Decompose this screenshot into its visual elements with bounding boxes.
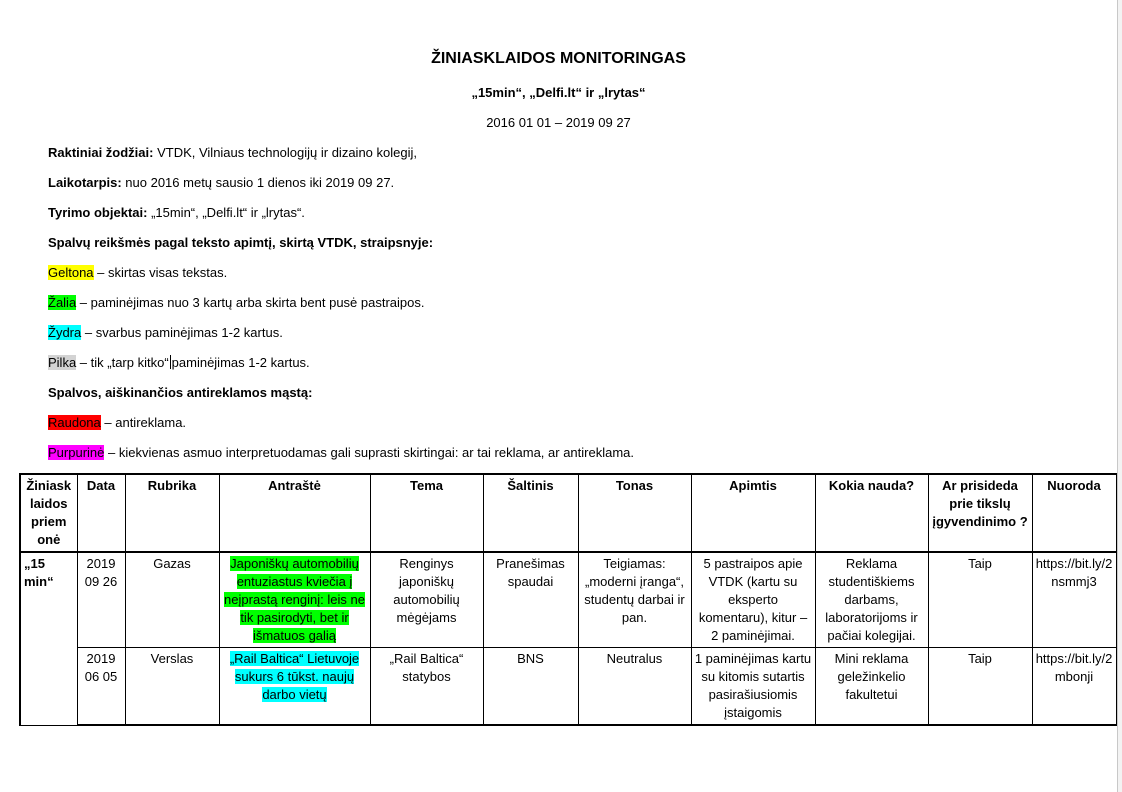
legend-gray-text-a: – tik „tarp kitko“ <box>76 355 169 370</box>
cell-benefit: Mini reklama geležinkelio fakultetui <box>815 648 928 726</box>
cell-section: Gazas <box>125 552 219 648</box>
objects-value: „15min“, „Delfi.lt“ ir „lrytas“. <box>147 205 305 220</box>
keywords-label: Raktiniai žodžiai: <box>48 145 154 160</box>
header-tone: Tonas <box>578 474 691 552</box>
header-link: Nuoroda <box>1032 474 1116 552</box>
headline-highlight: Japoniškų automobilių entuziastus kviečia į neįprastą renginį: leis ne tik pasirodyti, bet ir išmatuos galią <box>224 556 365 643</box>
cell-origin: Pranešimas spaudai <box>483 552 578 648</box>
header-scope: Apimtis <box>691 474 815 552</box>
table-row <box>20 648 1116 726</box>
legend-yellow-word: Geltona <box>48 265 94 280</box>
header-section: Rubrika <box>125 474 219 552</box>
cell-date: 2019 09 26 <box>77 552 125 648</box>
legend-gray-word: Pilka <box>48 355 77 370</box>
objects-label: Tyrimo objektai: <box>48 205 148 220</box>
cell-topic: „Rail Baltica“ statybos <box>370 648 483 726</box>
headline-highlight: „Rail Baltica“ Lietuvoje sukurs 6 tūkst. naujų darbo vietų <box>229 651 360 702</box>
cell-link[interactable]: https://bit.ly/2mbonji <box>1032 648 1116 726</box>
cell-scope: 5 pastraipos apie VTDK (kartu su eksperto komentaru), kitur – 2 paminėjimai. <box>691 552 815 648</box>
legend-red-text: – antireklama. <box>100 415 187 430</box>
anti-heading: Spalvos, aiškinančios antireklamos mąstą: <box>48 385 313 400</box>
cell-tone: Teigiamas: „moderni įranga“, studentų darbai ir pan. <box>578 552 691 648</box>
cell-topic: Renginys japoniškų automobilių mėgėjams <box>370 552 483 648</box>
legend-cyan <box>48 325 283 340</box>
objects-line <box>48 205 305 220</box>
legend-yellow-text: – skirtas visas tekstas. <box>93 265 228 280</box>
cell-contributes: Taip <box>928 648 1032 726</box>
document-title: ŽINIASKLAIDOS MONITORINGAS <box>431 50 686 67</box>
legend-yellow <box>48 265 227 280</box>
header-topic: Tema <box>370 474 483 552</box>
keywords-value: VTDK, Vilniaus technologijų ir dizaino kolegij, <box>153 145 417 160</box>
cell-link[interactable]: https://bit.ly/2nsmmj3 <box>1032 552 1116 648</box>
legend-cyan-word: Žydra <box>48 325 82 340</box>
period-line <box>48 175 394 190</box>
header-benefit: Kokia nauda? <box>815 474 928 552</box>
color-heading: Spalvų reikšmės pagal teksto apimtį, skirtą VTDK, straipsnyje: <box>48 235 434 250</box>
cell-benefit: Reklama studentiškiems darbams, laboratorijoms ir pačiai kolegijai. <box>815 552 928 648</box>
legend-cyan-text: – svarbus paminėjimas 1-2 kartus. <box>81 325 283 340</box>
media-source-cell: „15 min“ <box>20 552 77 725</box>
legend-magenta-word: Purpurinė <box>48 445 105 460</box>
cell-tone: Neutralus <box>578 648 691 726</box>
legend-magenta <box>48 445 634 460</box>
legend-gray <box>48 355 310 370</box>
cell-scope: 1 paminėjimas kartu su kitomis sutartis pasirašiusiomis įstaigomis <box>691 648 815 726</box>
legend-green-word: Žalia <box>48 295 77 310</box>
cell-headline <box>219 648 370 726</box>
table-header-row <box>20 474 1116 552</box>
header-date: Data <box>77 474 125 552</box>
legend-gray-text-b: paminėjimas 1-2 kartus. <box>171 355 310 370</box>
header-headline: Antraštė <box>219 474 370 552</box>
header-contributes: Ar prisideda prie tikslų įgyvendinimo ? <box>928 474 1032 552</box>
cell-headline <box>219 552 370 648</box>
header-origin: Šaltinis <box>483 474 578 552</box>
date-range: 2016 01 01 – 2019 09 27 <box>486 115 631 130</box>
header-source: Žiniask laidos priem onė <box>20 474 77 552</box>
legend-green <box>48 295 425 310</box>
legend-red-word: Raudona <box>48 415 101 430</box>
cell-section: Verslas <box>125 648 219 726</box>
period-value: nuo 2016 metų sausio 1 dienos iki 2019 09 27. <box>121 175 395 190</box>
keywords-line <box>48 145 417 160</box>
cell-date: 2019 06 05 <box>77 648 125 726</box>
legend-green-text: – paminėjimas nuo 3 kartų arba skirta bent pusė pastraipos. <box>76 295 425 310</box>
legend-red <box>48 415 186 430</box>
cell-contributes: Taip <box>928 552 1032 648</box>
legend-magenta-text: – kiekvienas asmuo interpretuodamas gali suprasti skirtingai: ar tai reklama, ar antireklama. <box>104 445 634 460</box>
cell-origin: BNS <box>483 648 578 726</box>
monitoring-table <box>19 473 1117 726</box>
table-row <box>20 552 1116 648</box>
text-cursor <box>170 355 171 369</box>
document-subtitle: „15min“, „Delfi.lt“ ir „lrytas“ <box>471 85 646 100</box>
period-label: Laikotarpis: <box>48 175 122 190</box>
